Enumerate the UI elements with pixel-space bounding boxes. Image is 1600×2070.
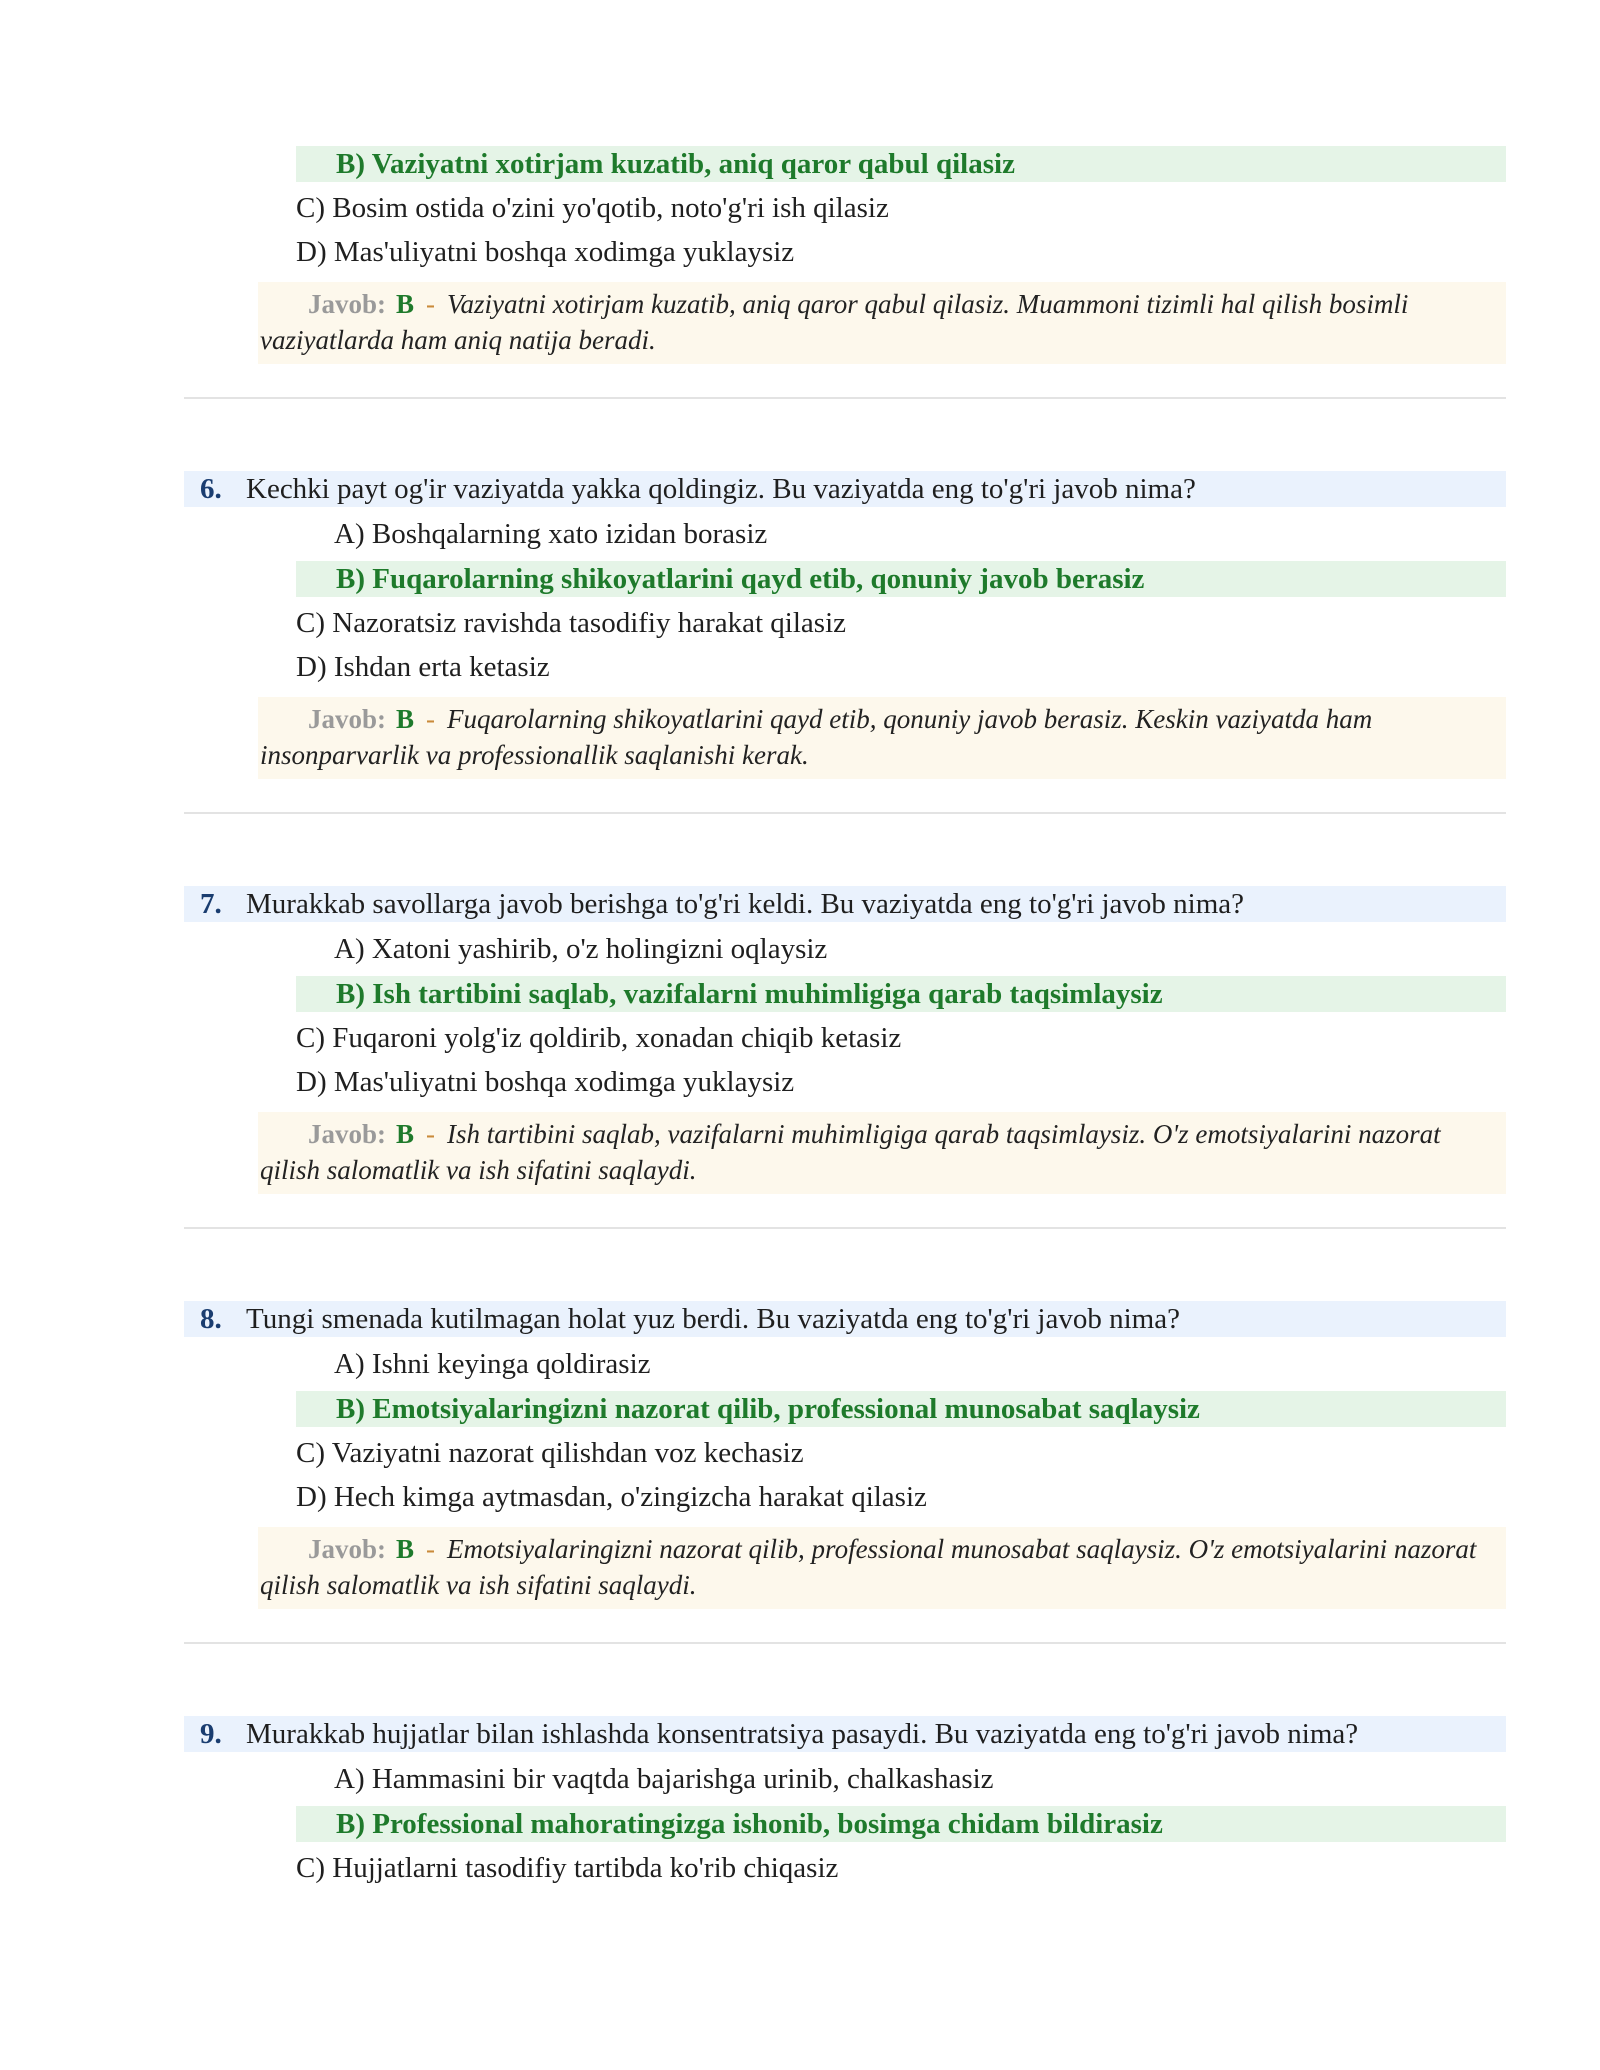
answer-box — [258, 1527, 1506, 1609]
answer-dash: - — [426, 289, 436, 319]
option: C) Vaziyatni nazorat qilishdan voz kechasiz — [296, 1437, 804, 1469]
question-text: Kechki payt og'ir vaziyatda yakka qoldingiz. Bu vaziyatda eng to'g'ri javob nima? — [246, 473, 1196, 505]
option: D) Ishdan erta ketasiz — [296, 651, 550, 683]
option-correct: B) Fuqarolarning shikoyatlarini qayd etib, qonuniy javob berasiz — [296, 561, 1506, 597]
option-correct: B) Emotsiyalaringizni nazorat qilib, professional munosabat saqlaysiz — [296, 1391, 1506, 1427]
divider — [184, 1227, 1506, 1229]
option: C) Fuqaroni yolg'iz qoldirib, xonadan chiqib ketasiz — [296, 1022, 902, 1054]
divider — [184, 397, 1506, 399]
answer-dash: - — [426, 1534, 436, 1564]
answer-explanation: Fuqarolarning shikoyatlarini qayd etib, qonuniy javob berasiz. Keskin vaziyatda ham insonparvarlik va professionallik saqlanishi kerak. — [260, 704, 1373, 770]
question-header — [184, 886, 1506, 922]
question-number: 6. — [200, 473, 222, 505]
question-number: 9. — [200, 1718, 222, 1750]
answer-box — [258, 282, 1506, 364]
answer-dash: - — [426, 1119, 436, 1149]
option: C) Hujjatlarni tasodifiy tartibda ko'rib chiqasiz — [296, 1852, 839, 1884]
answer-dash: - — [426, 704, 436, 734]
option: A) Ishni keyinga qoldirasiz — [334, 1348, 651, 1380]
answer-label: Javob: — [308, 289, 387, 319]
question-number: 7. — [200, 888, 222, 920]
answer-letter: B — [396, 1119, 415, 1149]
question-text: Murakkab savollarga javob berishga to'g'ri keldi. Bu vaziyatda eng to'g'ri javob nima? — [246, 888, 1245, 920]
answer-box — [258, 697, 1506, 779]
answer-letter: B — [396, 289, 415, 319]
divider — [184, 1642, 1506, 1644]
option: A) Boshqalarning xato izidan borasiz — [334, 518, 768, 550]
option: D) Hech kimga aytmasdan, o'zingizcha harakat qilasiz — [296, 1481, 927, 1513]
question-header — [184, 1716, 1506, 1752]
answer-explanation: Vaziyatni xotirjam kuzatib, aniq qaror qabul qilasiz. Muammoni tizimli hal qilish bosimli vaziyatlarda ham aniq natija beradi. — [260, 289, 1409, 355]
answer-explanation: Ish tartibini saqlab, vazifalarni muhimligiga qarab taqsimlaysiz. O'z emotsiyalarini nazorat qilish salomatlik va ish sifatini saqlaydi. — [260, 1119, 1441, 1185]
answer-explanation: Emotsiyalaringizni nazorat qilib, professional munosabat saqlaysiz. O'z emotsiyalarini nazorat qilish salomatlik va ish sifatini saqlaydi. — [260, 1534, 1477, 1600]
question-header — [184, 471, 1506, 507]
answer-label: Javob: — [308, 1119, 387, 1149]
answer-letter: B — [396, 704, 415, 734]
answer-letter: B — [396, 1534, 415, 1564]
answer-label: Javob: — [308, 704, 387, 734]
option: D) Mas'uliyatni boshqa xodimga yuklaysiz — [296, 1066, 795, 1098]
option-correct: B) Professional mahoratingizga ishonib, bosimga chidam bildirasiz — [296, 1806, 1506, 1842]
question-header — [184, 1301, 1506, 1337]
question-text: Murakkab hujjatlar bilan ishlashda konsentratsiya pasaydi. Bu vaziyatda eng to'g'ri javob nima? — [246, 1718, 1359, 1750]
option: C) Bosim ostida o'zini yo'qotib, noto'g'ri ish qilasiz — [296, 192, 889, 224]
option: A) Hammasini bir vaqtda bajarishga urinib, chalkashasiz — [334, 1763, 994, 1795]
option-correct: B) Ish tartibini saqlab, vazifalarni muhimligiga qarab taqsimlaysiz — [296, 976, 1506, 1012]
answer-label: Javob: — [308, 1534, 387, 1564]
option: D) Mas'uliyatni boshqa xodimga yuklaysiz — [296, 236, 795, 268]
divider — [184, 812, 1506, 814]
question-number: 8. — [200, 1303, 222, 1335]
option: C) Nazoratsiz ravishda tasodifiy harakat qilasiz — [296, 607, 846, 639]
answer-box — [258, 1112, 1506, 1194]
question-text: Tungi smenada kutilmagan holat yuz berdi. Bu vaziyatda eng to'g'ri javob nima? — [246, 1303, 1180, 1335]
option-correct: B) Vaziyatni xotirjam kuzatib, aniq qaror qabul qilasiz — [296, 146, 1506, 182]
option: A) Xatoni yashirib, o'z holingizni oqlaysiz — [334, 933, 828, 965]
